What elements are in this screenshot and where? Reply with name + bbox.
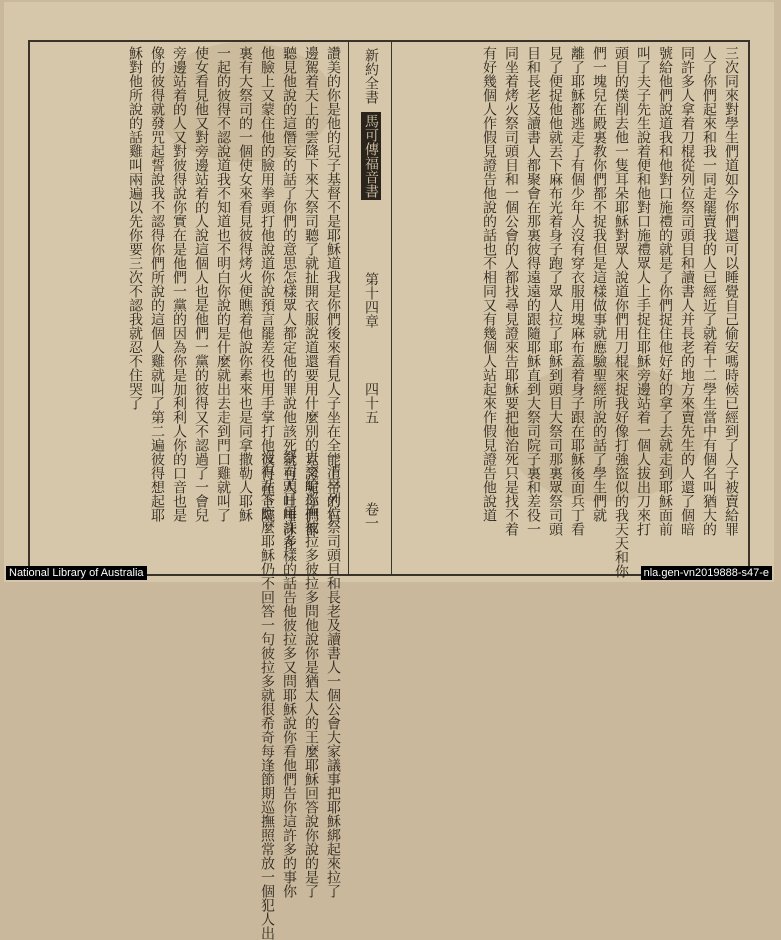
- text-column: 讚美的你是他的兒子基督不是耶穌道我是你們後來看見人子坐在全能上帝的右: [325, 46, 341, 522]
- document-page: [4, 2, 774, 940]
- text-column: 離了耶穌都逃走了有個少年人沒有穿衣服用塊麻布蓋着身子跟在耶穌後面兵丁看: [569, 46, 585, 536]
- text-column: 目和長老及讀書人都聚會在那裏彼得遠遠的跟隨耶穌直到大祭司院子裏和差役一: [525, 46, 541, 536]
- text-column: 有好幾個人作假見證告他說的話也不相同又有幾個人站起來作假見證告他說道: [481, 46, 497, 522]
- text-column: 三次同來對學生們道如今你們還可以睡覺自己偷安嗎時候已經到了人子被賣給罪: [723, 46, 739, 536]
- text-column: 一清早列位祭司頭目和長老及讀書人一個公會大家議事把耶穌綁起來拉了: [325, 450, 341, 898]
- text-column: 祭司頭目用許多樣的話告他彼拉多又問耶穌說你看他們告你這許多的事你: [281, 450, 297, 898]
- text-column: 同許多人拿着刀棍從列位祭司頭目和讀書人并長老的地方來賣先生的人還了個暗: [679, 46, 695, 536]
- text-column: 旁邊站着的人又對彼得說你實在是他們一黨的因為你是加利利人你的口音也是: [171, 46, 187, 522]
- text-column: 頭目的僕削去他一隻耳朵耶穌對眾人說道你們用刀棍來捉我好像打強盜似的我天天和你: [613, 46, 629, 578]
- text-column: 去交給巡撫彼拉多彼拉多問他說你是猶太人的王麼耶穌回答說你說的是了: [303, 450, 319, 898]
- text-column: 叫了夫子先生說着便和他對口施禮眾人上手捉住耶穌旁邊站着一個人拔出刀來打: [635, 46, 651, 536]
- text-column: 號給他們說道我和他對口施禮的就是了你們捉住他好好的拿了去就走到耶穌面前: [657, 46, 673, 536]
- footer-credit: National Library of Australia: [6, 566, 147, 580]
- footer-identifier: nla.gen-vn2019888-s47-e: [641, 566, 772, 580]
- center-strip: [348, 42, 392, 574]
- text-column: 聽見他說的這僭妄的話了你們的意思怎樣眾人都定他的罪說他該死就有人吐唾沫在: [281, 46, 297, 550]
- text-column: 一起的彼得不認說道我不知道也不明白你說的是什麼就出去走到門口雞就叫了: [215, 46, 231, 522]
- text-column: 他臉上又蒙住他的臉用拳頭打他說道你說預言罷差役也用手掌打他彼得在下院: [259, 46, 275, 522]
- volume-label: 卷一: [363, 502, 379, 530]
- book-name: 馬可傳福音書: [363, 114, 379, 198]
- page-number: 四十五: [363, 382, 379, 424]
- text-column: 沒有話答應麼耶穌仍不回答一句彼拉多就很希奇每逢節期巡撫照常放一個犯人出: [259, 450, 275, 940]
- text-column: 邊駕着天上的雲降下來大祭司聽了就扯開衣服說道還要用什麼別的見證呢你們都: [303, 46, 319, 536]
- text-column: 人了你們起來和我一同走罷賣我的人已經近了就着十二學生當中有個名叫猶大的: [701, 46, 717, 536]
- text-column: 見了便捉他他就丟下麻布光着身子跑了眾人拉了耶穌到頭目大祭司那裏眾祭司頭: [547, 46, 563, 536]
- text-frame: [28, 40, 750, 940]
- text-column: 裏有大祭司的一個使女來看見彼得烤火便瞧着他說你素來也是同拿撒勒人耶穌: [237, 46, 253, 522]
- text-column: 同坐着烤火祭司頭目和一個公會的人都找尋見證來告耶穌要把他治死只是找不着: [503, 46, 519, 536]
- text-column: 使女看見他又對旁邊站着的人說這個人也是他們一黨的彼得又不認過了一會兒: [193, 46, 209, 522]
- text-column: 穌對他所說的話雞叫兩遍以先你要三次不認我就忍不住哭了: [127, 46, 143, 410]
- text-column: 像的彼得就發咒起誓說我不認得你們所說的這個人雞就叫了第二遍彼得想起耶: [149, 46, 165, 522]
- chapter-label: 第十四章: [363, 272, 379, 328]
- book-title: 新約全書: [363, 48, 379, 104]
- text-column: 們一塊兒在殿裏教你們都不捉我但是這樣做事就應驗聖經所說的話了學生們就: [591, 46, 607, 522]
- left-columns: [34, 46, 344, 550]
- bottom-left-columns: [180, 450, 344, 940]
